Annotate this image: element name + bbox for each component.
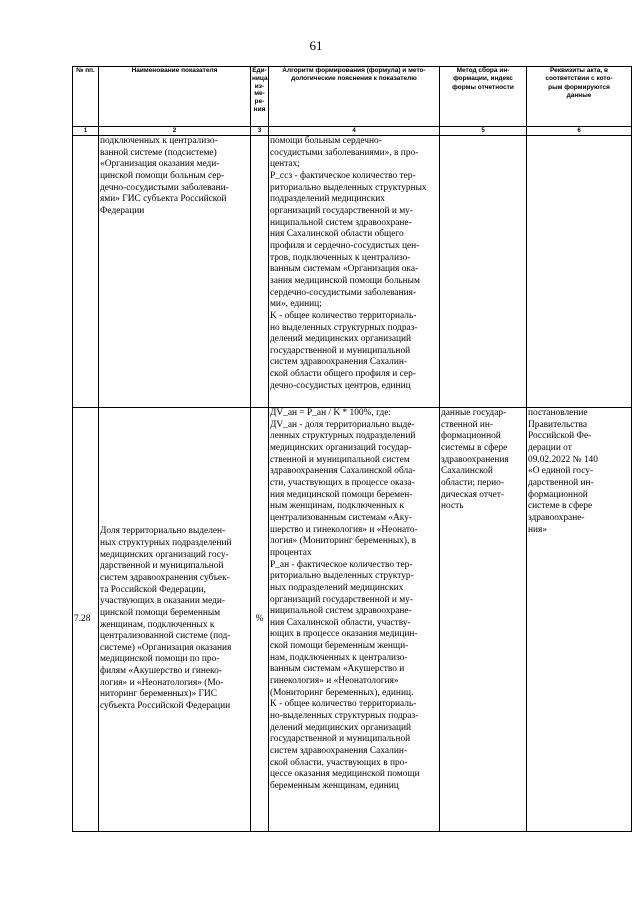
col-num-1: 1 xyxy=(73,127,99,136)
row-collection-method: данные государ- ственной ин- формационной системы в сфере здравоохранения Сахалинской области; перио- дическая отчет- ность xyxy=(440,408,527,832)
row-pp xyxy=(73,136,99,408)
row-pp: 7.28 xyxy=(73,408,99,832)
header-pp: № пп. xyxy=(73,67,99,127)
col-num-6: 6 xyxy=(527,127,632,136)
table-header-row xyxy=(73,67,632,127)
col-num-2: 2 xyxy=(99,127,251,136)
indicators-table xyxy=(72,66,632,832)
col-num-5: 5 xyxy=(440,127,527,136)
row-unit xyxy=(251,136,269,408)
header-algorithm: Алгоритм формирования (формула) и мето- дологические пояснения к показателю xyxy=(269,67,440,127)
table-row xyxy=(73,408,632,832)
header-collection-method: Метод сбора ин- формации, индекс формы отчетности xyxy=(440,67,527,127)
col-num-3: 3 xyxy=(251,127,269,136)
table-row xyxy=(73,136,632,408)
column-number-row xyxy=(73,127,632,136)
row-act-details: постановление Правительства Российской Фе- дерации от 09.02.2022 № 140 «О единой госу- дарственной ин- формационной системе в сфере здравоохране- ния» xyxy=(527,408,632,832)
header-act-details: Реквизиты акта, в соответствии с кото- рым формируются данные xyxy=(527,67,632,127)
page-number: 61 xyxy=(309,38,323,53)
row-act-details xyxy=(527,136,632,408)
row-indicator-name: Доля территориально выделен- ных структурных подразделений медицинских организаций госу- дарственной и муниципальной систем здравоохранения субъек- та Российской Федерации, участвующих в оказании меди- цинской помощи беременным женщинам, подключенных к централизованной системе (под- системе) «Организация оказания медицинской помощи по про- филям «Акушерство и гинеко- логия» и «Неонатология» (Мо- ниторинг беременных)» ГИС субъекта Российской Федерации xyxy=(99,408,251,832)
header-unit: Еди- ница из- ме- ре- ния xyxy=(251,67,269,127)
row-indicator-name: подключенных к централизо- ванной системе (подсистеме) «Организация оказания меди- цинской помощи больным сер- дечно-сосудистыми заболевани- ями» ГИС субъекта Российской Федерации xyxy=(99,136,251,408)
row-unit: % xyxy=(251,408,269,832)
header-indicator-name: Наименование показателя xyxy=(99,67,251,127)
row-algorithm: ДV_ан = P_ан / K * 100%, где: ДV_ан - доля территориально выде- ленных структурных подразделений медицинских организаций государ- ственной и муниципальной систем здравоохранения Сахалинской обла- сти, участвующих в процессе оказа- ния медицинской помощи беремен- ным женщинам, подключенных к централизованным системам «Аку- шерство и гинекология» и «Неонато- логия» (Мониторинг беременных), в процентах P_ан - фактическое количество тер- риториально выделенных структур- ных подразделений медицинских организаций государственной и му- ниципальной систем здравоохране- ния Сахалинской области, участву- ющих в процессе оказания медицин- ской помощи беременным женщи- нам, подключенных к централизо- ванным системам «Акушерство и гинекология» и «Неонатология» (Мониторинг беременных), единиц. K - общее количество территориаль- но-выделенных структурных подраз- делений медицинских организаций государственной и муниципальной систем здравоохранения Сахалин- ской области, участвующих в про- цессе оказания медицинской помощи беременным женщинам, единиц xyxy=(269,408,440,832)
row-collection-method xyxy=(440,136,527,408)
row-algorithm: помощи больным сердечно- сосудистыми заболеваниями», в про- центах; P_ссз - фактическое количество тер- риториально выделенных структурных подразделений медицинских организаций государственной и му- ниципальной систем здравоохране- ния Сахалинской области общего профиля и сердечно-сосудистых цен- тров, подключенных к централизо- ванным системам «Организация ока- зания медицинской помощи больным сердечно-сосудистыми заболевания- ми», единиц; K - общее количество территориаль- но выделенных структурных подраз- делений медицинских организаций государственной и муниципальной систем здравоохранения Сахалин- ской области общего профиля и сер- дечно-сосудистых центров, единиц xyxy=(269,136,440,408)
col-num-4: 4 xyxy=(269,127,440,136)
